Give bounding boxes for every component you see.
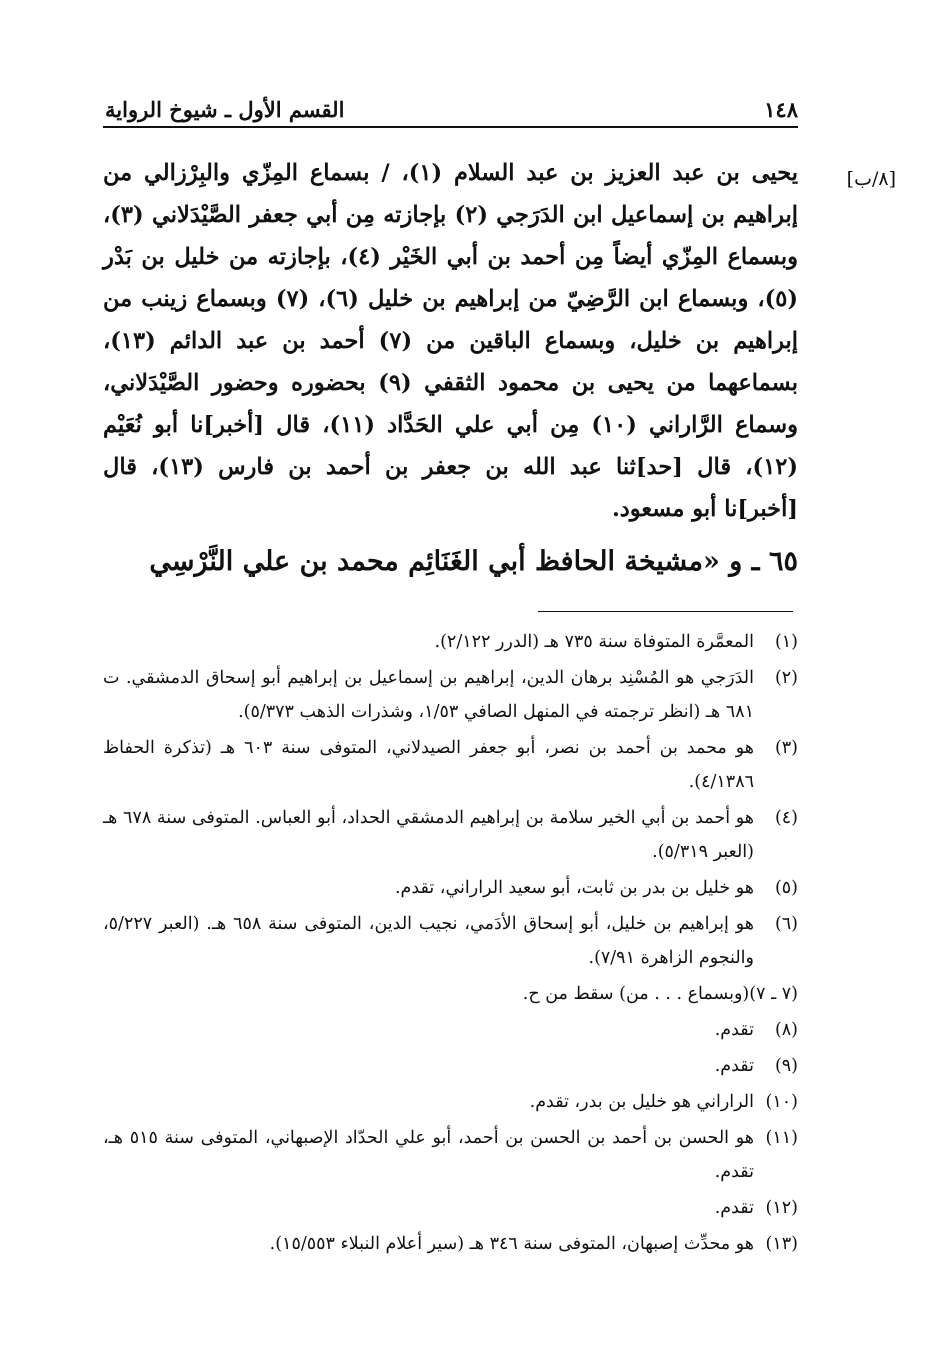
footnote-item — [103, 977, 798, 1011]
footnote-number: (٦) — [774, 914, 798, 934]
footnote-item — [103, 1121, 798, 1189]
footnote-item — [103, 1085, 798, 1119]
footnotes-list — [103, 625, 798, 1263]
footnote-item — [103, 801, 798, 869]
main-text-block — [103, 152, 798, 530]
footnote-number: (٣) — [774, 738, 798, 758]
footnote-item — [103, 1049, 798, 1083]
footnote-number: (٢) — [774, 668, 798, 688]
footnote-number: (١٠) — [765, 1092, 798, 1112]
footnote-text: (وبسماع . . . من) سقط من ح. — [522, 984, 750, 1004]
margin-folio-note: [٨/ب] — [846, 168, 896, 190]
footnote-text: هو محدِّث إصبهان، المتوفى سنة ٣٤٦ هـ (سير أعلام النبلاء ١٥/٥٥٣). — [269, 1234, 754, 1254]
footnote-item — [103, 1227, 798, 1261]
running-title: القسم الأول ـ شيوخ الرواية — [105, 97, 345, 122]
footnote-number: (٥) — [774, 878, 798, 898]
section-heading: ٦٥ ـ و «مشيخة الحافظ أبي الغَنَائِم محمد بن علي النَّرْسِي — [149, 546, 798, 577]
footnote-number: (٧ ـ ٧) — [749, 984, 798, 1004]
footnote-text: الراراني هو خليل بن بدر، تقدم. — [529, 1092, 754, 1112]
footnote-text: تقدم. — [714, 1056, 754, 1076]
footnote-item — [103, 907, 798, 975]
footnote-text: تقدم. — [714, 1020, 754, 1040]
footnote-text: هو إبراهيم بن خليل، أبو إسحاق الأدَمي، نجيب الدين، المتوفى سنة ٦٥٨ هـ. (العبر ٥/٢٢٧، والنجوم الزاهرة ٧/٩١). — [103, 914, 754, 968]
footnote-rule — [538, 611, 793, 612]
page-header — [105, 86, 798, 122]
footnote-number: (١٢) — [765, 1198, 798, 1218]
footnote-number: (٨) — [774, 1020, 798, 1040]
footnote-number: (٤) — [774, 808, 798, 828]
footnote-number: (١) — [774, 632, 798, 652]
footnote-text: المعمَّرة المتوفاة سنة ٧٣٥ هـ (الدرر ٢/١٢٢). — [434, 632, 754, 652]
footnote-item — [103, 625, 798, 659]
page-number: ١٤٨ — [764, 97, 798, 122]
footnote-item — [103, 871, 798, 905]
footnote-text: هو خليل بن بدر بن ثابت، أبو سعيد الراراني، تقدم. — [394, 878, 754, 898]
footnote-text: هو أحمد بن أبي الخير سلامة بن إبراهيم الدمشقي الحداد، أبو العباس. المتوفى سنة ٦٧٨ هـ (العبر ٥/٣١٩). — [103, 808, 755, 862]
footnote-text: تقدم. — [714, 1198, 754, 1218]
footnote-text: الدَرَجي هو المُسْنِد برهان الدين، إبراهيم بن إسماعيل بن إبراهيم أبو إسحاق الدمشقي. ت ٦٨١ هـ (انظر ترجمته في المنهل الصافي ١/٥٣، وشذرات الذهب ٥/٣٧٣). — [103, 668, 754, 722]
main-paragraph: يحيى بن عبد العزيز بن عبد السلام (١)، / بسماع المِزّي والبِرْزالي من إبراهيم بن إسماعيل ابن الدَرَجي (٢) بإجازته مِن أبي جعفر الصَّيْدَلاني (٣)، وبسماع المِزّي أيضاً مِن أحمد بن أبي الخَيْر (٤)، بإجازته من خليل بن بَدْر (٥)، وبسماع ابن الرَّضِيّ من إبراهيم بن خليل (٦)، (٧) وبسماع زينب من إبراهيم بن خليل، وبسماع الباقين من (٧) أحمد بن عبد الدائم (١٣)، بسماعهما من يحيى بن محمود الثقفي (٩) بحضوره وحضور الصَّيْدَلاني، وسماع الرَّاراني (١٠) مِن أبي علي الحَدَّاد (١١)، قال [أخبر]نا أبو نُعَيْم (١٢)، قال [حد]ثنا عبد الله بن جعفر بن أحمد بن فارس (١٣)، قال [أخبر]نا أبو مسعود. — [103, 160, 799, 522]
footnote-number: (١١) — [765, 1128, 798, 1148]
footnote-number: (٩) — [774, 1056, 798, 1076]
footnote-item — [103, 731, 798, 799]
footnote-item — [103, 1191, 798, 1225]
footnote-text: هو محمد بن أحمد بن نصر، أبو جعفر الصيدلاني، المتوفى سنة ٦٠٣ هـ (تذكرة الحفاظ ٤/١٣٨٦). — [103, 738, 754, 792]
footnote-number: (١٣) — [765, 1234, 798, 1254]
footnote-item — [103, 661, 798, 729]
header-rule — [103, 126, 798, 128]
footnote-text: هو الحسن بن أحمد بن الحسن بن أحمد، أبو علي الحدّاد الإصبهاني، المتوفى سنة ٥١٥ هـ، تقدم. — [103, 1128, 754, 1182]
footnote-item — [103, 1013, 798, 1047]
